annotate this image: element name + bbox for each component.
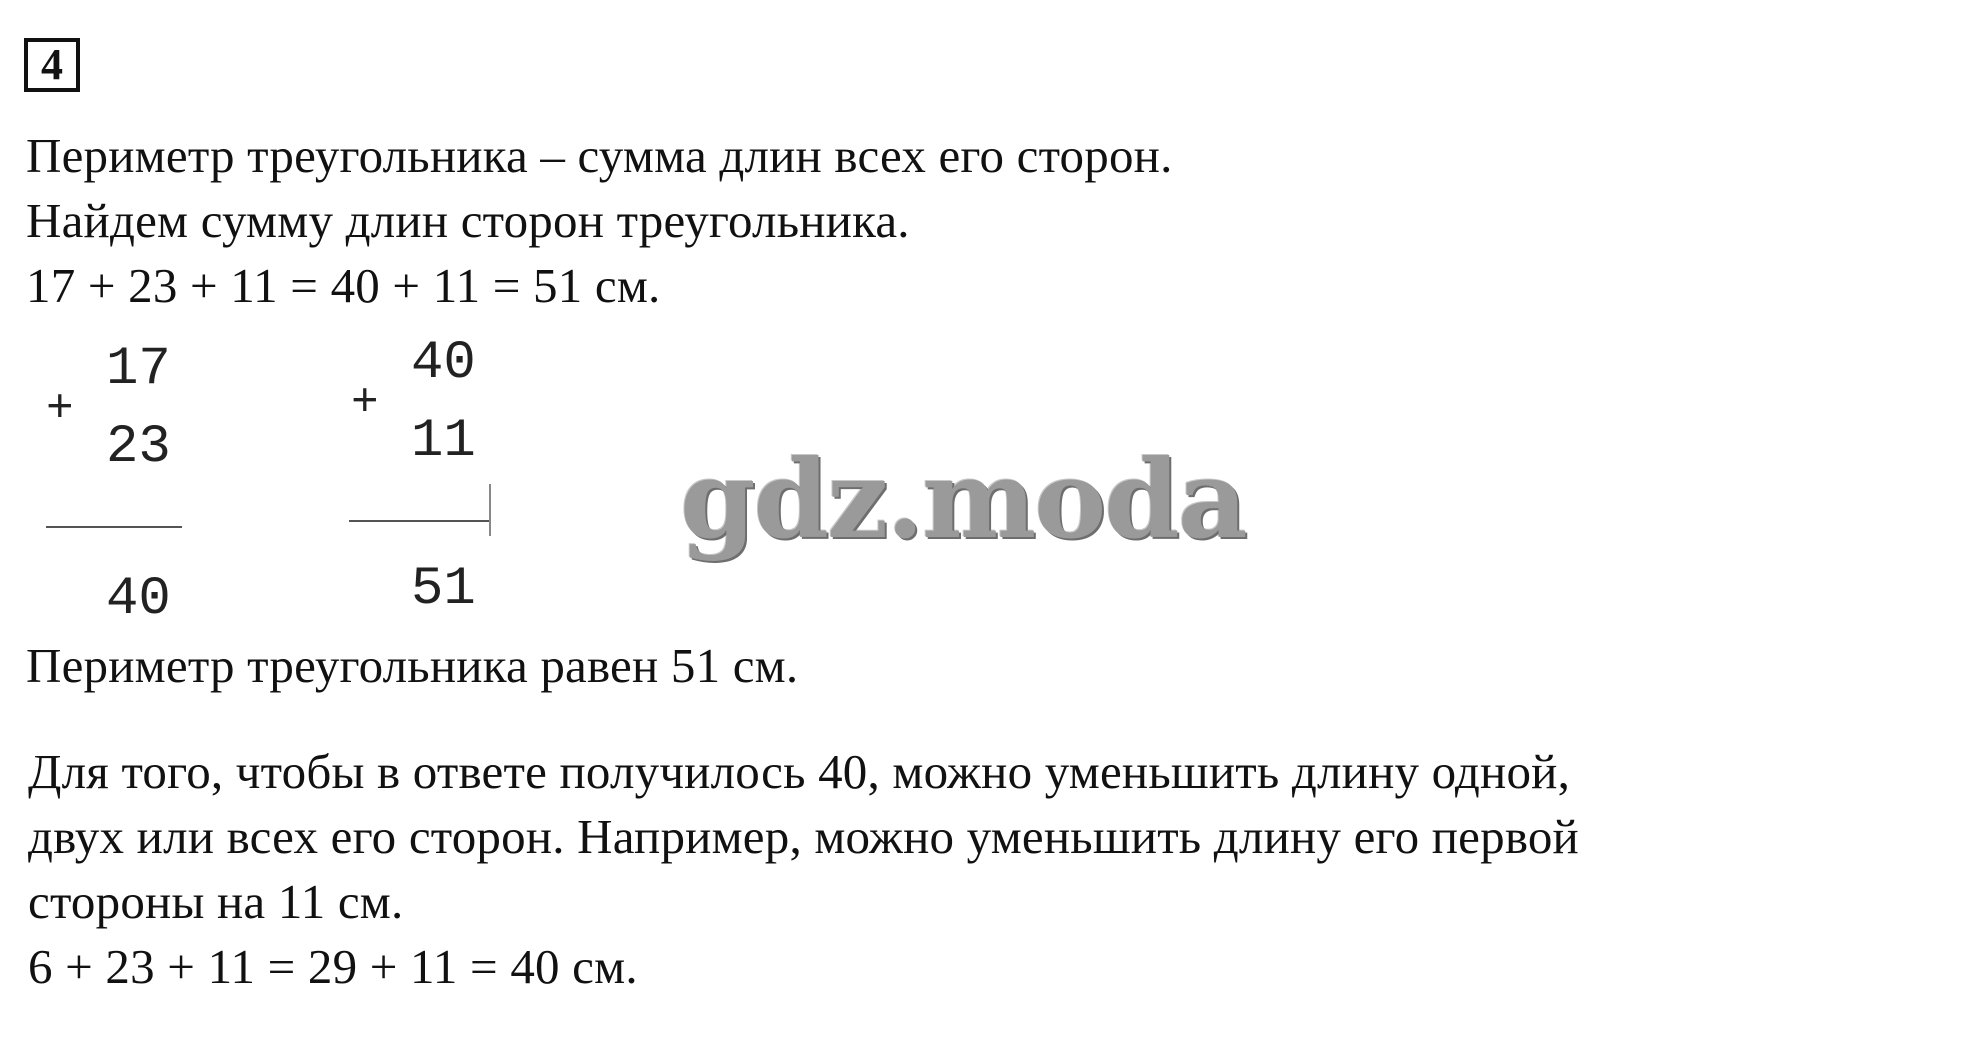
equation-line: 17 + 23 + 11 = 40 + 11 = 51 см. (26, 258, 661, 313)
addend-top: 40 (411, 333, 476, 394)
explanation-line-1: Для того, чтобы в ответе получилось 40, можно уменьшить длину одной, (28, 744, 1571, 799)
sum-rule (46, 526, 182, 528)
addend-bottom: 11 (411, 411, 476, 472)
perimeter-result-line: Периметр треугольника равен 51 см. (26, 638, 799, 693)
instruction-line: Найдем сумму длин сторон треугольника. (26, 193, 910, 248)
explanation-line-3: стороны на 11 см. (28, 874, 404, 929)
task-number-badge: 4 (24, 38, 80, 92)
addend-top: 17 (106, 339, 171, 400)
explanation-line-2: двух или всех его сторон. Например, можно уменьшить длину его первой (28, 809, 1579, 864)
definition-line: Периметр треугольника – сумма длин всех его сторон. (26, 128, 1173, 183)
sum-rule (349, 520, 491, 522)
sum-result: 40 (106, 569, 171, 630)
sum-result: 51 (411, 559, 476, 620)
column-addition-1 (40, 340, 200, 640)
final-equation-line: 6 + 23 + 11 = 29 + 11 = 40 см. (28, 939, 638, 994)
addend-bottom: 23 (106, 417, 171, 478)
watermark-logo: gdz.moda (680, 437, 1246, 563)
column-addition-2 (345, 334, 515, 634)
plus-sign: + (351, 377, 379, 429)
cell-edge-mark (489, 484, 491, 536)
plus-sign: + (46, 383, 74, 435)
